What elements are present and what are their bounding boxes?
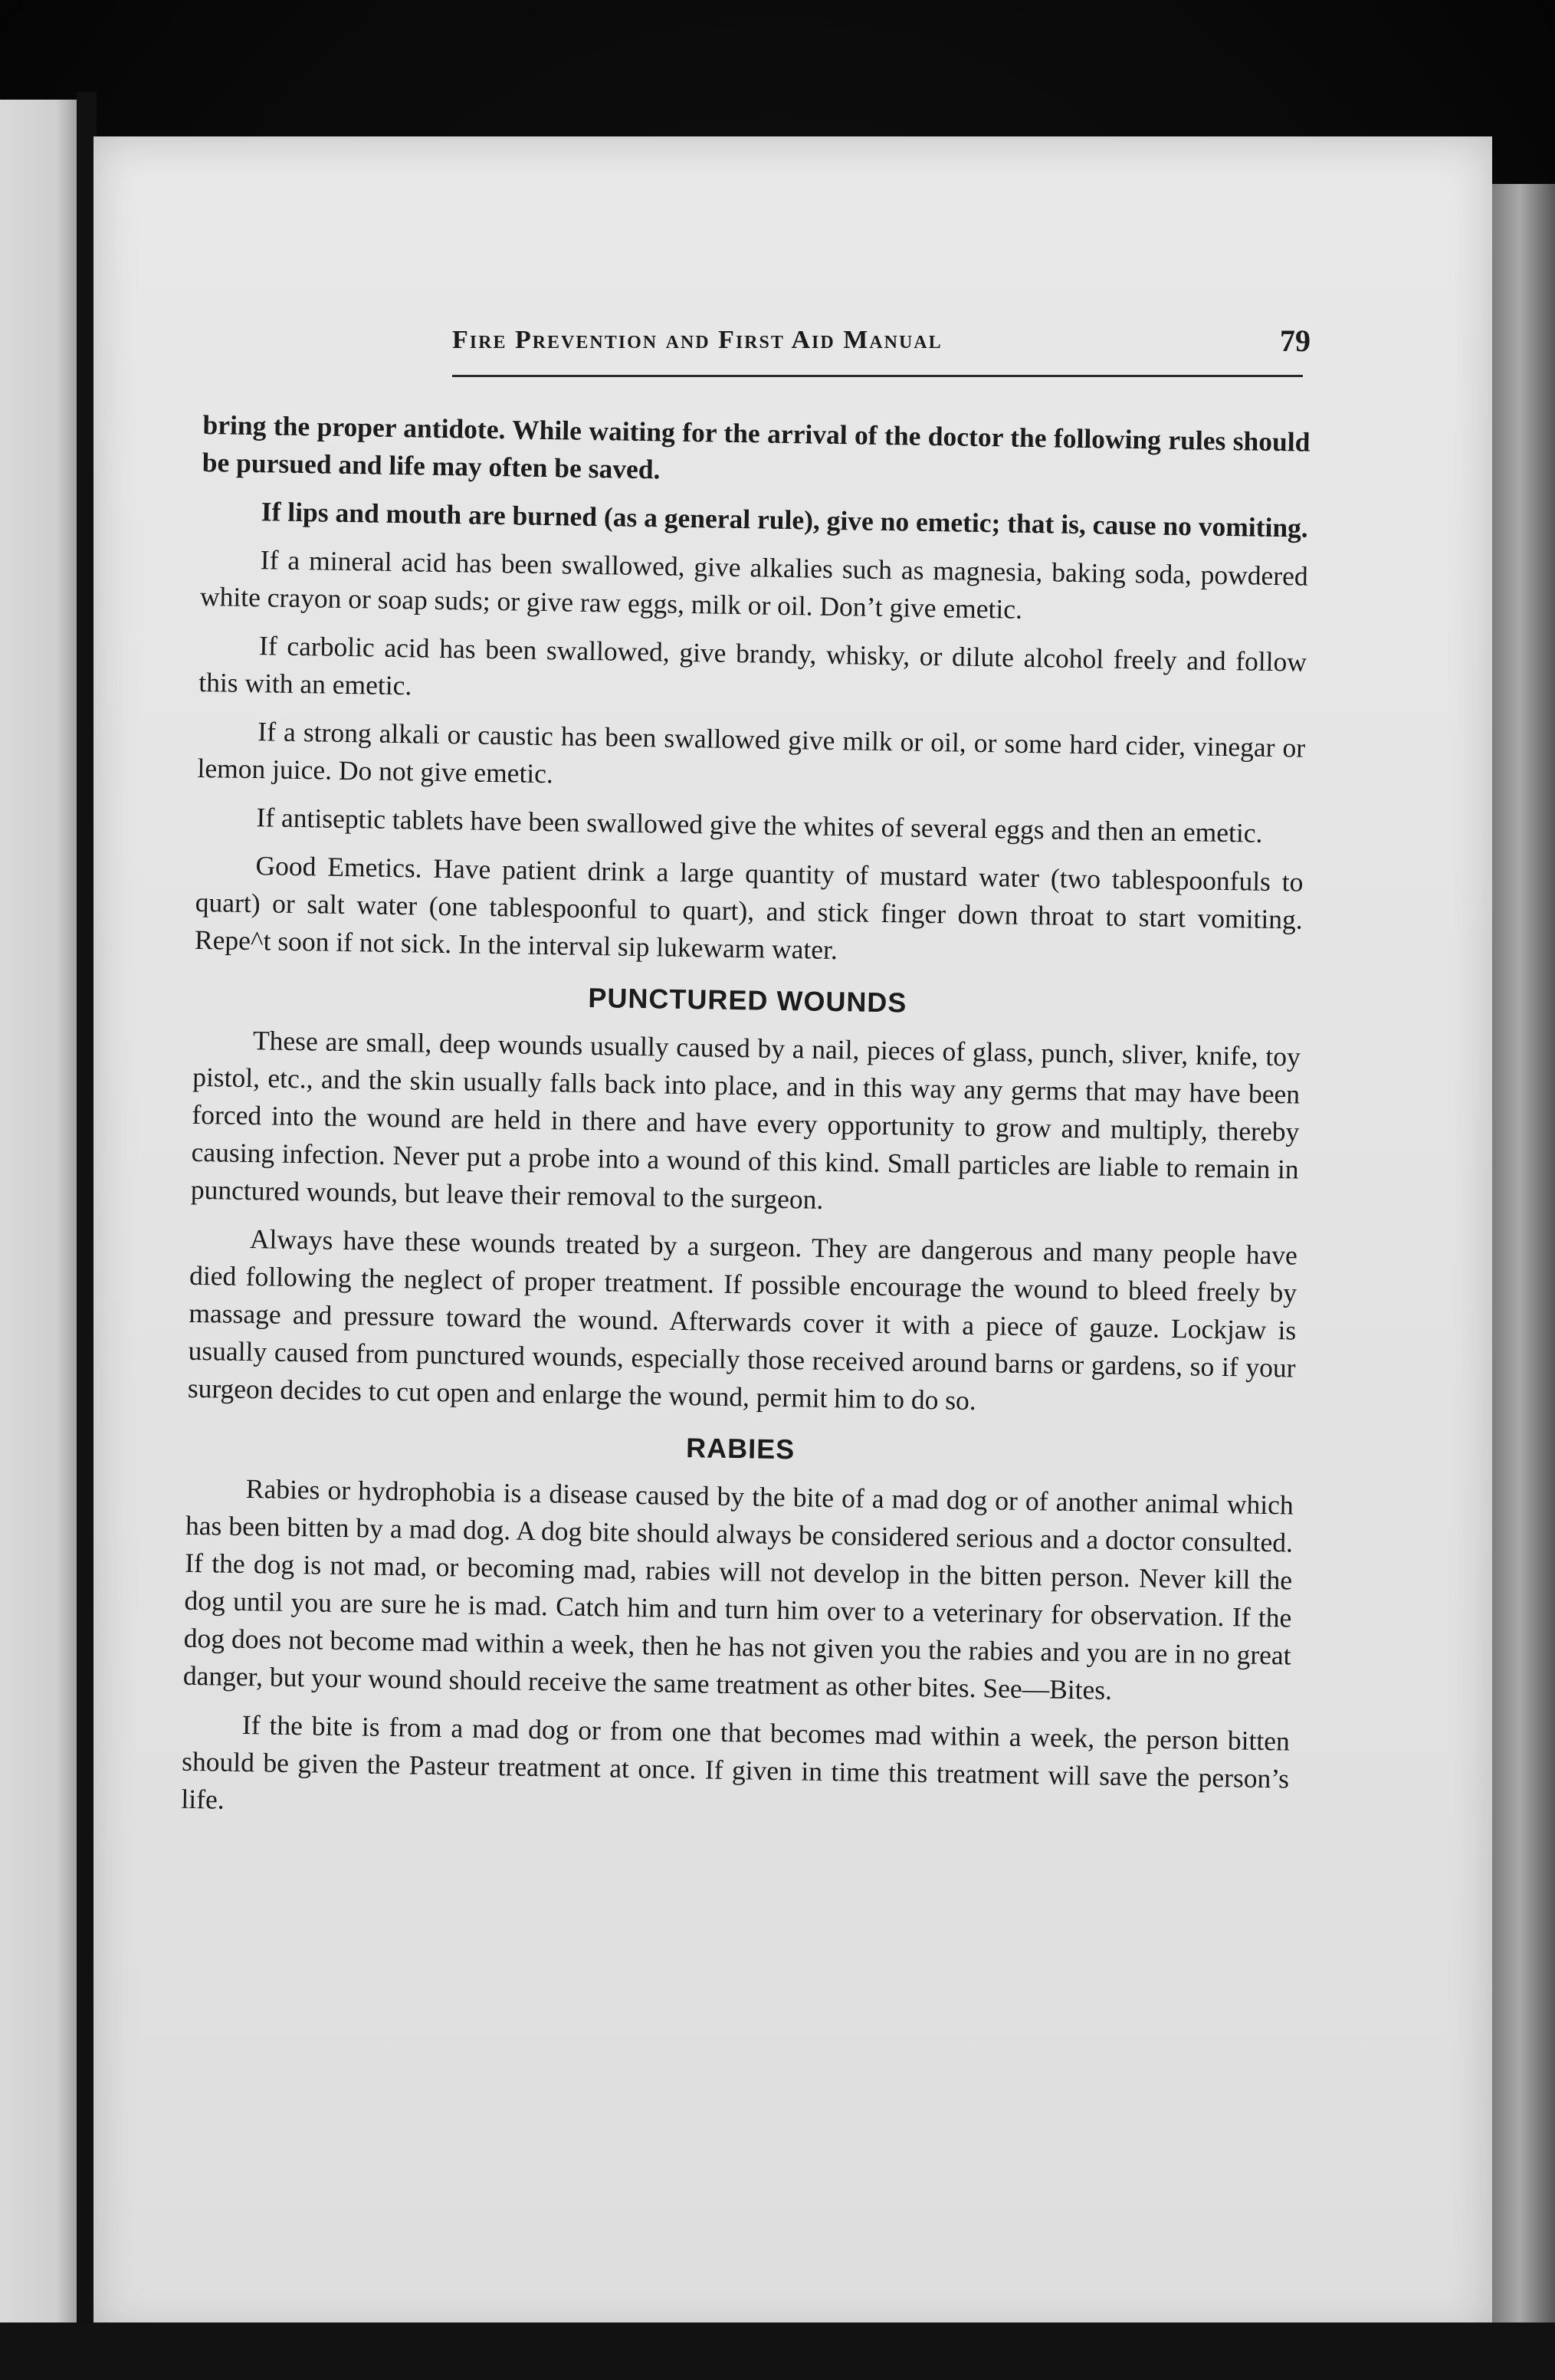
paragraph-strong-alkali: If a strong alkali or caustic has been swallowed give milk or oil, or some hard cider, vinegar or lemon juice. Do not give emetic. — [197, 716, 1306, 790]
paragraph-lips: If lips and mouth are burned (as a general rule), give no emetic; that is, cause no vomiting. — [261, 496, 1309, 543]
paragraph-rabies-2: If the bite is from a mad dog or from one that becomes mad within a week, the person bitten should be given the Pasteur treatment at once. If given in time this treatment will save the person’s life. — [181, 1709, 1291, 1815]
running-header — [360, 323, 1311, 379]
page-stack-edge — [1491, 184, 1555, 2376]
page-body — [181, 406, 1311, 1846]
running-header-title: Fire Prevention and First Aid Manual — [452, 326, 943, 354]
paragraph-carbolic-acid: If carbolic acid has been swallowed, give brandy, whisky, or dilute alcohol freely and follow this with an emetic. — [198, 630, 1307, 701]
paragraph-good-emetics: Good Emetics. Have patient drink a large quantity of mustard water (two tablespoonfuls to quart) or salt water (one tablespoonful to quart), and stick finger down throat to start vomiting. Repe^t soon if not sick. In the interval sip lukewarm water. — [194, 850, 1304, 966]
paragraph-rabies-1: Rabies or hydrophobia is a disease caused by the bite of a mad dog or of another animal which has been bitten by a mad dog. A dog bite should always be considered serious and a doctor consulted. If the dog is not mad, or becoming mad, rabies will not develop in the bitten person. Never kill the dog until you are sure he is mad. Catch him and turn him over to a veterinary for observation. If the dog does not become mad within a week, then he has not given you the rabies and you are in no great danger, but your wound should receive the same treatment as other bites. See—Bites. — [182, 1473, 1294, 1705]
facing-page-edge — [0, 100, 80, 2323]
paragraph-punctured-2: Always have these wounds treated by a surgeon. They are dangerous and many people have died following the neglect of proper treatment. If possible encourage the wound to bleed freely by massage and pressure toward the wound. Afterwards cover it with a piece of gauze. Lockjaw is usually caused from punctured wounds, especially those received around barns or gardens, so if your surgeon decides to cut open and enlarge the wound, permit him to do so. — [187, 1223, 1298, 1417]
header-rule — [452, 375, 1303, 377]
paragraph-mineral-acid: If a mineral acid has been swallowed, give alkalies such as magnesia, baking soda, powdered white crayon or soap suds; or give raw eggs, milk or oil. Don’t give emetic. — [199, 544, 1309, 625]
paragraph-antiseptic: If antiseptic tablets have been swallowed give the whites of several eggs and then an emetic. — [256, 802, 1263, 849]
heading-punctured-wounds: PUNCTURED WOUNDS — [588, 981, 907, 1019]
page-number: 79 — [1280, 323, 1311, 358]
paragraph-punctured-1: These are small, deep wounds usually caused by a nail, pieces of glass, punch, sliver, knife, toy pistol, etc., and the skin usually falls back into place, and in this way any germs that may have been forced into the wound are held in there and have every opportunity to grow and multiply, thereby causing infection. Never put a probe into a wound of this kind. Small particles are liable to remain in punctured wounds, but leave their removal to the surgeon. — [190, 1025, 1301, 1215]
scan-bottom-border — [0, 2323, 1555, 2380]
heading-rabies: RABIES — [685, 1432, 796, 1466]
paragraph-intro: bring the proper antidote. While waiting for the arrival of the doctor the following rules should be pursued and life may often be saved. — [202, 409, 1311, 485]
